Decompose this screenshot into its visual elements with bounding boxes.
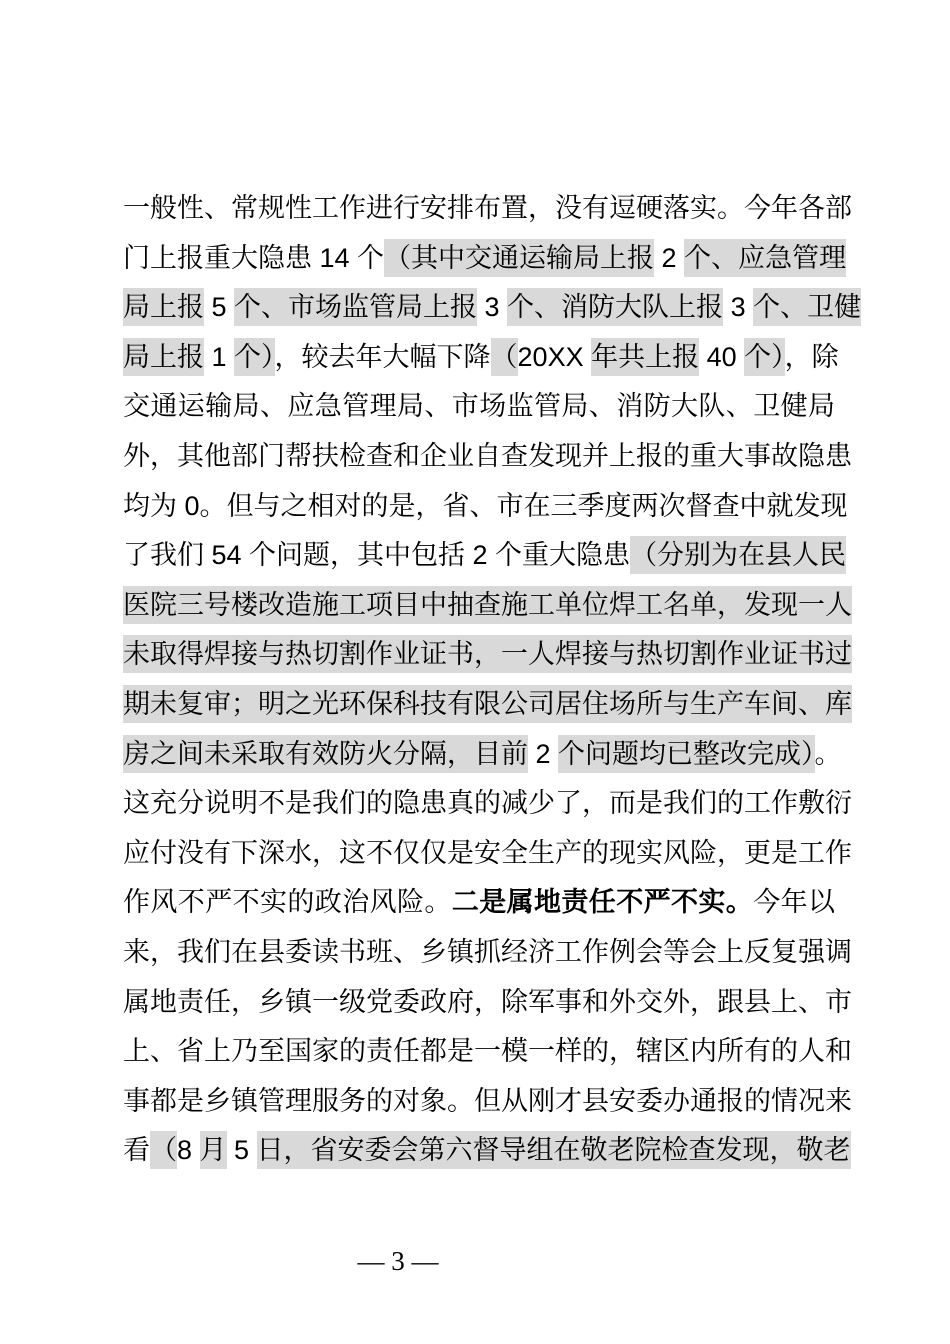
text-segment: 外，其他部门帮扶检查和企业自查发现并上报的重大事故隐患	[123, 440, 852, 471]
highlighted-text-segment: 个问题均已整改完成）	[558, 735, 815, 773]
text-line	[123, 680, 852, 730]
highlighted-text-segment: 月	[200, 1131, 227, 1169]
highlighted-text-segment: 局上报	[123, 338, 204, 376]
text-line	[123, 928, 852, 978]
text-line	[123, 531, 847, 581]
text-line	[123, 432, 852, 482]
text-segment: 了我们 54 个问题，其中包括 2 个重大隐患	[123, 540, 631, 571]
highlighted-text-segment: 个）	[744, 338, 785, 376]
highlighted-text-segment: 未取得焊接与热切割作业证书，一人焊接与热切割作业证书过	[123, 635, 852, 673]
text-segment: 5	[204, 292, 235, 323]
text-segment: 事都是乡镇管理服务的对象。但从刚才县安委办通报的情况来	[123, 1085, 852, 1116]
text-segment: 看	[123, 1135, 150, 1166]
highlighted-text-segment: 个、应急管理	[684, 239, 846, 277]
highlighted-text-segment: 房之间未采取有效防火分隔，目前	[123, 735, 528, 773]
text-line	[123, 234, 847, 284]
text-segment: 3	[723, 292, 754, 323]
text-line	[123, 382, 835, 432]
text-segment: 上、省上乃至国家的责任都是一模一样的，辖区内所有的人和	[123, 1036, 852, 1067]
highlighted-text-segment: 医院三号楼改造施工项目中抽查施工单位焊工名单，发现一人	[123, 586, 852, 624]
text-segment: 5	[226, 1135, 257, 1166]
highlighted-text-segment: 局上报	[123, 288, 204, 326]
text-segment: 作风不严不实的政治风险。	[123, 887, 452, 918]
text-segment: 一般性、常规性工作进行安排布置，没有逗硬落实。今年各部	[123, 193, 852, 223]
page-number: — 3 —	[357, 1246, 439, 1276]
text-line	[123, 1126, 851, 1176]
highlighted-text-segment: 年共上报	[591, 338, 699, 376]
text-segment: 来，我们在县委读书班、乡镇抓经济工作例会等会上反复强调	[123, 936, 852, 967]
text-line	[123, 482, 848, 532]
text-line	[123, 630, 852, 680]
highlighted-text-segment: （其中交通运输局上报	[384, 239, 654, 277]
text-segment: 均为 0。但与之相对的是，省、市在三季度两次督查中就发现	[123, 490, 848, 521]
text-segment: 。	[814, 738, 842, 769]
text-segment: 8	[177, 1135, 200, 1166]
text-segment: 20XX	[517, 341, 592, 372]
highlighted-text-segment: 个、市场监管局上报	[234, 288, 477, 326]
text-line	[123, 333, 839, 383]
text-segment: 应付没有下深水，这不仅仅是安全生产的现实风险，更是工作	[123, 837, 852, 868]
text-line	[123, 184, 852, 234]
text-segment: 40	[699, 341, 745, 372]
text-line	[123, 779, 852, 829]
text-segment: 门上报重大隐患 14 个	[123, 242, 385, 273]
text-line	[123, 1077, 852, 1127]
highlighted-text-segment: 日，省安委会第六督导组在敬老院检查发现，敬老	[257, 1131, 851, 1169]
text-segment: 属地责任，乡镇一级党委政府，除军事和外交外，跟县上、市	[123, 986, 852, 1017]
text-line	[123, 829, 852, 879]
highlighted-text-segment: 个）	[234, 338, 275, 376]
highlighted-text-segment: （	[150, 1131, 177, 1169]
text-segment: ，除	[784, 341, 839, 372]
text-segment: 2	[528, 738, 559, 769]
highlighted-text-segment: 期未复审；明之光环保科技有限公司居住场所与生产车间、库	[123, 685, 852, 723]
highlighted-text-segment: 个、消防大队上报	[507, 288, 723, 326]
text-line	[123, 730, 842, 780]
highlighted-text-segment: （	[491, 338, 518, 376]
text-line	[123, 283, 862, 333]
text-segment: 1	[204, 341, 235, 372]
text-line	[123, 878, 835, 928]
text-segment: 3	[477, 292, 508, 323]
text-line	[123, 1027, 852, 1077]
paragraph-text-block	[123, 184, 862, 1176]
text-line	[123, 581, 852, 631]
text-segment: 今年以	[753, 887, 836, 918]
text-line	[123, 978, 852, 1028]
text-segment: 这充分说明不是我们的隐患真的减少了，而是我们的工作敷衍	[123, 788, 852, 819]
highlighted-text-segment: （分别为在县人民	[630, 536, 846, 574]
text-segment: ，较去年大幅下降	[274, 341, 491, 372]
text-segment: 交通运输局、应急管理局、市场监管局、消防大队、卫健局	[123, 391, 835, 422]
text-segment: 2	[654, 242, 685, 273]
highlighted-text-segment: 个、卫健	[753, 288, 861, 326]
text-segment: 二是属地责任不严不实。	[451, 887, 754, 918]
